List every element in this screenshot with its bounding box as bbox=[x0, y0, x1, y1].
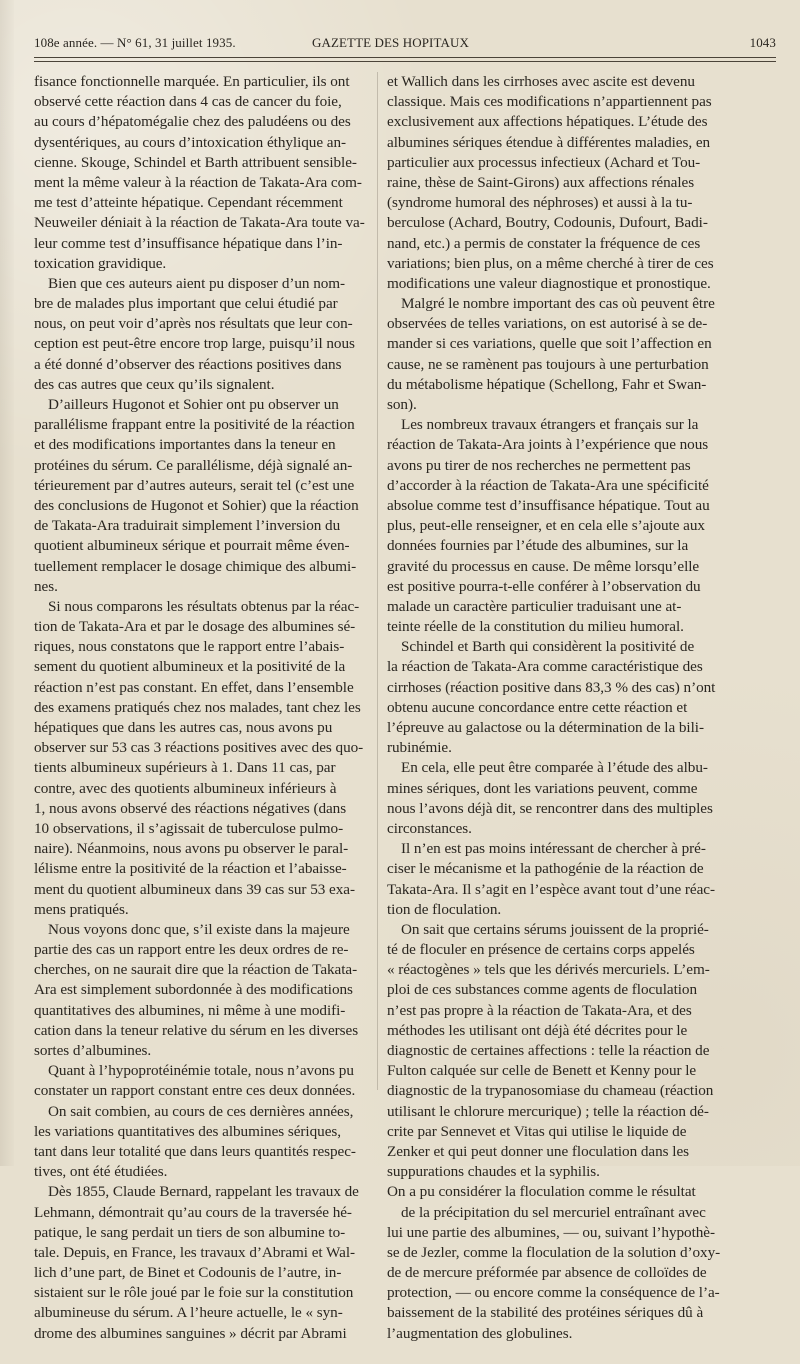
text-line: mander si ces variations, quelle que soit l’affection en bbox=[387, 335, 712, 353]
text-line: « réactogènes » tels que les dérivés mercuriels. L’em- bbox=[387, 961, 710, 979]
text-line: sement du quotient albumineux et la positivité de la bbox=[34, 658, 346, 676]
issue-info bbox=[34, 35, 236, 51]
publication-title bbox=[312, 35, 469, 51]
text-line: ment du quotient albumineux dans 39 cas sur 53 exa- bbox=[34, 880, 355, 898]
text-line: quotient albumineux sérique et pourrait même éven- bbox=[34, 537, 350, 555]
text-line: 10 observations, il s’agissait de tuberculose pulmo- bbox=[34, 819, 344, 837]
text-line: particulier aux processus infectieux (Achard et Tou- bbox=[387, 153, 701, 171]
text-line: plus, peut-elle renseigner, et en cela elle s’ajoute aux bbox=[387, 517, 705, 535]
text-line: mines sériques, dont les variations peuvent, comme bbox=[387, 779, 698, 797]
text-line: son). bbox=[387, 396, 417, 413]
text-line: contre, avec des quotients albumineux inférieurs à bbox=[34, 779, 337, 797]
issue-info-text: 108e année. — N° 61, 31 juillet 1935. bbox=[34, 35, 236, 50]
text-line: térieurement par d’autres auteurs, serait tel (c’est une bbox=[34, 476, 355, 494]
text-line bbox=[387, 1344, 768, 1364]
text-line: des conclusions de Hugonot et Sohier) que la réaction bbox=[34, 496, 359, 514]
text-line: nous, on peut voir d’après nos résultats que leur con- bbox=[34, 315, 353, 333]
text-line: Quant à l’hypoprotéinémie totale, nous n’avons pu bbox=[48, 1062, 354, 1080]
text-line: Ara est simplement subordonnée à des modifications bbox=[34, 981, 353, 999]
text-line: d’accorder à la réaction de Takata-Ara une spécificité bbox=[387, 476, 709, 494]
text-line: té de floculer en présence de certains corps appelés bbox=[387, 941, 695, 959]
text-line: parallélisme frappant entre la positivité de la réaction bbox=[34, 416, 355, 434]
text-line: l’augmentation des globulines. bbox=[387, 1324, 573, 1342]
text-line: de Takata-Ara traduirait simplement l’inversion du bbox=[34, 517, 341, 535]
text-line: absolue comme test d’insuffisance hépatique. Tout au bbox=[387, 496, 710, 514]
text-line: circonstances. bbox=[387, 819, 472, 837]
text-line: ciser le mécanisme et la pathogénie de la réaction de bbox=[387, 860, 704, 878]
text-line: albumineuse du sérum. A l’heure actuelle, le « syn- bbox=[34, 1304, 343, 1322]
text-line: du métabolisme hépatique (Schellong, Fahr et Swan- bbox=[387, 375, 707, 393]
text-line: des cas autres que ceux qu’ils signalent. bbox=[34, 375, 275, 393]
header-rule-top bbox=[34, 57, 776, 58]
text-line: tion de floculation. bbox=[387, 900, 502, 918]
text-line: tives, ont été étudiées. bbox=[34, 1163, 168, 1181]
text-line: baissement de la stabilité des protéines sériques dû à bbox=[387, 1304, 704, 1322]
text-line: Si nous comparons les résultats obtenus par la réac- bbox=[48, 597, 360, 615]
text-line: Les nombreux travaux étrangers et français sur la bbox=[401, 416, 699, 434]
text-line: Malgré le nombre important des cas où peuvent être bbox=[401, 295, 715, 313]
text-line: leur comme test d’insuffisance hépatique dans l’in- bbox=[34, 234, 343, 252]
text-line: diagnostic de certaines affections : telle la réaction de bbox=[387, 1042, 710, 1059]
text-line: toxication gravidique. bbox=[34, 254, 167, 272]
text-line: On sait combien, au cours de ces dernières années, bbox=[48, 1102, 354, 1120]
text-line: nes. bbox=[34, 577, 58, 595]
text-line: est positive pourra-t-elle conférer à l’observation du bbox=[387, 577, 701, 595]
text-line: exclusivement aux affections hépatiques. L’étude des bbox=[387, 113, 708, 131]
text-line: réaction de Takata-Ara joints à l’expérience que nous bbox=[387, 436, 709, 454]
text-line: constater un rapport constant entre ces deux données. bbox=[34, 1082, 356, 1100]
text-line: Lehmann, démontrait qu’au cours de la traversée hé- bbox=[34, 1203, 352, 1221]
text-line: tale. Depuis, en France, les travaux d’Abrami et Wal- bbox=[34, 1243, 355, 1261]
text-line: fisance fonctionnelle marquée. En particulier, ils ont bbox=[34, 73, 350, 90]
text-line: nand, etc.) a permis de constater la fréquence de ces bbox=[387, 234, 701, 252]
text-line: quantitatives des albumines, ni même à une modifi- bbox=[34, 1001, 346, 1019]
text-line: réaction n’est pas constant. En effet, dans l’ensemble bbox=[34, 678, 354, 696]
text-line: cirrhoses (réaction positive dans 83,3 % des cas) n’ont bbox=[387, 678, 716, 696]
text-line: de la précipitation du sel mercuriel entraînant avec bbox=[401, 1203, 706, 1221]
text-line: gravité du processus en cause. De même lorsqu’elle bbox=[387, 557, 700, 575]
text-line: Zenker et qui peut donner une floculation dans les bbox=[387, 1142, 689, 1160]
text-line: sortes d’albumines. bbox=[34, 1042, 152, 1059]
text-line: (syndrome humoral des néphroses) et aussi à la tu- bbox=[387, 194, 693, 212]
publication-title-text: GAZETTE DES HOPITAUX bbox=[312, 35, 469, 50]
page-number-text: 1043 bbox=[749, 35, 776, 50]
text-line: ment la même valeur à la réaction de Takata-Ara com- bbox=[34, 173, 362, 191]
text-line: tients albumineux supérieurs à 1. Dans 11 cas, par bbox=[34, 759, 336, 777]
text-line: cienne. Skouge, Schindel et Barth attribuent sensible- bbox=[34, 153, 357, 171]
text-line: utilisant le chlorure mercurique) ; telle la réaction dé- bbox=[387, 1102, 709, 1120]
text-line: cherches, on ne saurait dire que la réaction de Takata- bbox=[34, 961, 358, 979]
text-line: protection, — ou encore comme la conséquence de l’a- bbox=[387, 1284, 720, 1302]
text-line: En cela, elle peut être comparée à l’étude des albu- bbox=[401, 759, 708, 777]
text-line: des examens pratiqués chez nos malades, tant chez les bbox=[34, 698, 361, 716]
text-line: Fulton calquée sur celle de Benett et Kenny pour le bbox=[387, 1062, 697, 1080]
text-line: observé cette réaction dans 4 cas de cancer du foie, bbox=[34, 93, 342, 111]
text-line: les variations quantitatives des albumines sériques, bbox=[34, 1122, 341, 1140]
text-line: berculose (Achard, Boutry, Codounis, Dufourt, Badi- bbox=[387, 214, 708, 232]
text-line: patique, le sang perdait un tiers de son albumine to- bbox=[34, 1223, 346, 1241]
text-line: ception est peut-être encore trop large, puisqu’il nous bbox=[34, 335, 355, 353]
text-line: et Wallich dans les cirrhoses avec ascite est devenu bbox=[387, 73, 695, 90]
text-line: se de Jezler, comme la floculation de la solution d’oxy- bbox=[387, 1243, 721, 1261]
text-line: a été donné d’observer des réactions positives dans bbox=[34, 355, 342, 373]
text-line: ploi de ces substances comme agents de floculation bbox=[387, 981, 698, 999]
text-line: méthodes les utilisant ont déjà été décrites pour le bbox=[387, 1021, 688, 1039]
text-line: lui une partie des albumines, — ou, suivant l’hypothè- bbox=[387, 1223, 715, 1241]
text-line: Schindel et Barth qui considèrent la positivité de bbox=[401, 638, 695, 656]
text-line: modifications une valeur diagnostique et pronostique. bbox=[387, 274, 711, 292]
text-line: raine, thèse de Saint-Girons) aux affections rénales bbox=[387, 173, 695, 191]
page-number bbox=[750, 35, 776, 51]
header-rule-bottom bbox=[34, 61, 776, 62]
page-header bbox=[34, 35, 776, 55]
text-line: dysentériques, au cours d’intoxication éthylique an- bbox=[34, 133, 347, 151]
text-line: tuellement remplacer le dosage chimique des albumi- bbox=[34, 557, 357, 575]
text-line: n’est pas propre à la réaction de Takata-Ara, et des bbox=[387, 1001, 692, 1019]
text-line: Takata-Ara. Il s’agit en l’espèce avant tout d’une réac- bbox=[387, 880, 715, 898]
text-line: de de mercure préformée par absence de colloïdes de bbox=[387, 1264, 707, 1282]
text-line: Il n’en est pas moins intéressant de chercher à pré- bbox=[401, 840, 706, 858]
left-column bbox=[34, 72, 387, 1342]
text-line: diagnostic de la trypanosomiase du chameau (réaction bbox=[387, 1082, 714, 1100]
text-line: classique. Mais ces modifications n’appartiennent pas bbox=[387, 93, 712, 111]
text-line: cation dans la teneur relative du sérum en les diverses bbox=[34, 1021, 359, 1039]
text-line: et des modifications importantes dans la teneur en bbox=[34, 436, 336, 454]
text-line: données fournies par l’étude des albumines, sur la bbox=[387, 537, 689, 555]
text-line: Dès 1855, Claude Bernard, rappelant les travaux de bbox=[48, 1183, 359, 1201]
text-line: variations; bien plus, on a même cherché à tirer de ces bbox=[387, 254, 714, 272]
text-line: l’épreuve au galactose ou la détermination de la bili- bbox=[387, 719, 704, 736]
text-line: drome des albumines sanguines » décrit par Abrami bbox=[34, 1324, 347, 1342]
text-line: observer sur 53 cas 3 réactions positives avec des quo- bbox=[34, 739, 364, 757]
text-line: hépatiques que dans les autres cas, nous avons pu bbox=[34, 719, 333, 736]
text-line: nous l’avons déjà dit, se rencontrer dans des multiples bbox=[387, 799, 713, 817]
text-line: lélisme entre la positivité de la réaction et l’abaisse- bbox=[34, 860, 347, 878]
text-line: avons pu tirer de nos recherches ne permettent pas bbox=[387, 456, 691, 474]
text-line: On a pu considérer la floculation comme le résultat bbox=[387, 1183, 696, 1201]
text-line: On sait que certains sérums jouissent de la proprié- bbox=[401, 920, 709, 938]
text-line: tion de Takata-Ara et par le dosage des albumines sé- bbox=[34, 618, 356, 636]
text-line: crite par Sennevet et Vitas qui utilise le liquide de bbox=[387, 1122, 687, 1140]
text-line: me test d’atteinte hépatique. Cependant récemment bbox=[34, 194, 343, 212]
text-line: sistaient sur le rôle joué par le foie sur la constitution bbox=[34, 1284, 354, 1302]
text-line: riques, nous constatons que le rapport entre l’abais- bbox=[34, 638, 345, 656]
text-line: bre de malades plus important que celui étudié par bbox=[34, 295, 338, 313]
text-line: D’ailleurs Hugonot et Sohier ont pu observer un bbox=[48, 396, 339, 413]
text-line: Bien que ces auteurs aient pu disposer d’un nom- bbox=[48, 274, 346, 292]
text-line: observées de telles variations, on est autorisé à se de- bbox=[387, 315, 708, 333]
text-line: cause, ne se ramènent pas toujours à une perturbation bbox=[387, 355, 709, 373]
text-line: partie des cas un rapport entre les deux ordres de re- bbox=[34, 941, 349, 959]
text-line: suppurations chaudes et la syphilis. bbox=[387, 1163, 600, 1181]
text-line: au cours d’hépatomégalie chez des paludéens ou des bbox=[34, 113, 351, 131]
text-line: tant dans leur totalité que dans leurs quantités respec- bbox=[34, 1142, 356, 1160]
text-line: teinte réelle de la constitution du milieu humoral. bbox=[387, 618, 684, 636]
binding-shadow bbox=[0, 0, 14, 1166]
text-line: mens pratiqués. bbox=[34, 900, 129, 918]
text-line: albumines sériques étendue à différentes maladies, en bbox=[387, 133, 711, 151]
text-line: rubinémie. bbox=[387, 739, 452, 757]
text-line: Neuweiler déniait à la réaction de Takata-Ara toute va- bbox=[34, 214, 365, 232]
text-line: la réaction de Takata-Ara comme caractéristique des bbox=[387, 658, 703, 676]
text-line: lich d’une part, de Binet et Codounis de l’autre, in- bbox=[34, 1264, 342, 1282]
text-line: 1, nous avons observé des réactions négatives (dans bbox=[34, 799, 347, 817]
text-line: naire). Néanmoins, nous avons pu observer le paral- bbox=[34, 840, 349, 858]
right-column bbox=[387, 72, 768, 1342]
text-line: protéines du sérum. Ce parallélisme, déjà signalé an- bbox=[34, 456, 353, 474]
text-line: Nous voyons donc que, s’il existe dans la majeure bbox=[48, 920, 350, 938]
text-line: malade un caractère particulier traduisant une at- bbox=[387, 597, 682, 615]
text-line: obtenu aucune concordance entre cette réaction et bbox=[387, 698, 688, 716]
